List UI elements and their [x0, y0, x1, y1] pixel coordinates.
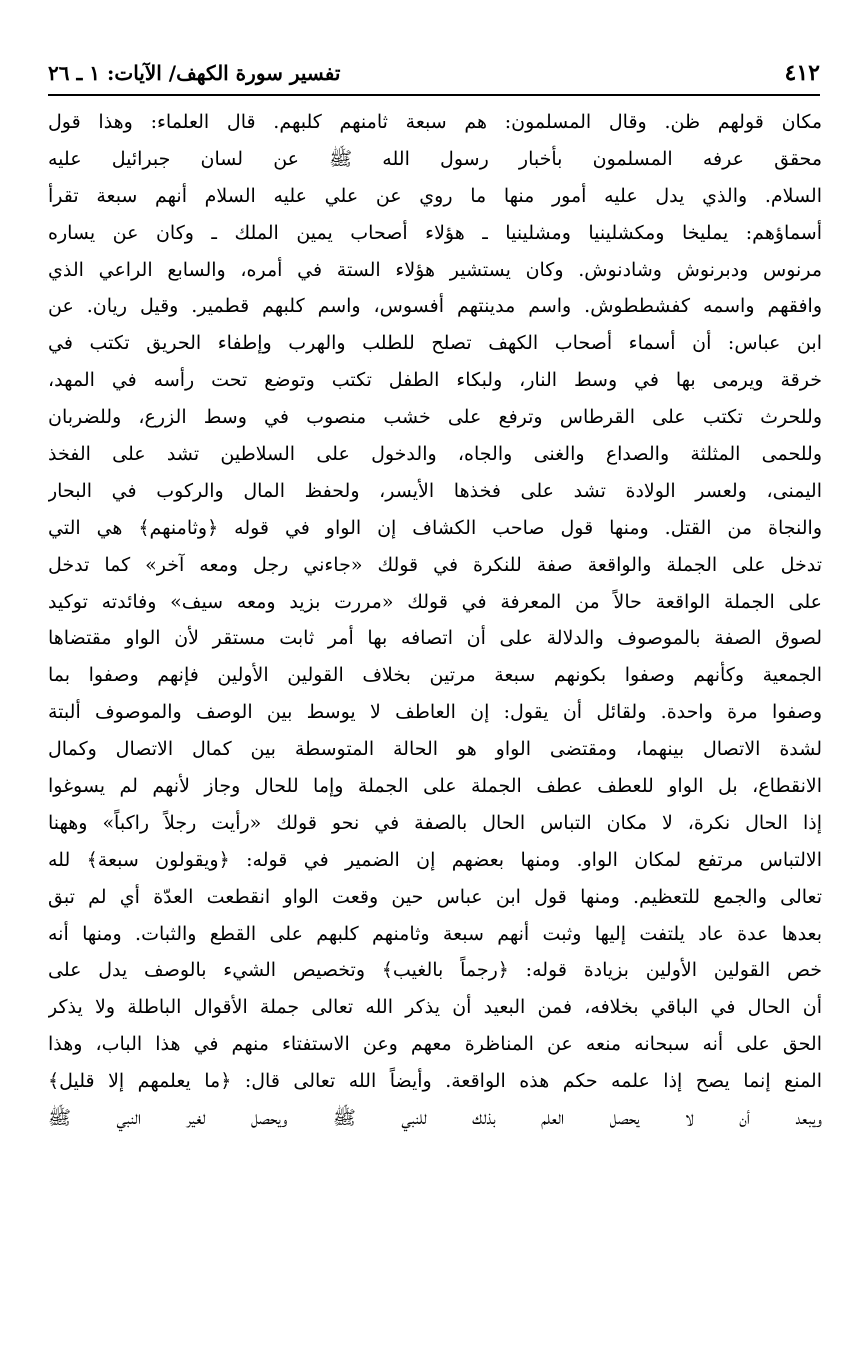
text-line: اليمنى، ولعسر الولادة تشد على فخذها الأيسر، ولحفظ المال والركوب في البحار: [48, 479, 822, 502]
text-line: الالتباس مرتفع لمكان الواو. ومنها بعضهم إن الضمير في قوله: ﴿ويقولون سبعة﴾ لله: [48, 848, 822, 871]
text-line: أسماؤهم: يمليخا ومكشلينيا ومشلينيا ـ هؤلاء أصحاب يمين الملك ـ وكان عن يساره: [48, 221, 822, 244]
page-number: ٤١٢: [784, 60, 820, 86]
text-line: والنجاة من القتل. ومنها قول صاحب الكشاف إن الواو في قوله ﴿وثامنهم﴾ هي التي: [48, 516, 822, 539]
text-line: على الجملة الواقعة حالاً من المعرفة في قولك «مررت بزيد ومعه سيف» وفائدته توكيد: [48, 590, 822, 613]
text-line: وصفوا مرة واحدة. ولقائل أن يقول: إن العاطف لا يوسط بين الوصف والموصوف ألبتة: [48, 701, 822, 724]
text-line: وللحرث تكتب على القرطاس وترفع على خشب منصوب في وسط الزرع، وللضربان: [48, 406, 822, 429]
text-line: مكان قولهم ظن. وقال المسلمون: هم سبعة ثامنهم كلبهم. قال العلماء: وهذا قول: [48, 111, 822, 133]
running-title: تفسير سورة الكهف/ الآيات: ١ ـ ٢٦: [48, 61, 341, 85]
text-line: مرنوس ودبرنوش وشادنوش. وكان يستشير هؤلاء الستة في أمره، والسابع الراعي الذي: [48, 258, 822, 281]
text-line: تعالى والجمع للتعظيم. ومنها قول ابن عباس حين وقعت الواو انقطعت العدّة أي لم تبق: [48, 885, 822, 908]
page-header: [48, 58, 820, 98]
body-text: [48, 104, 822, 1137]
text-line: خرقة ويرمى بها في وسط النار، ولبكاء الطفل تكتب وتوضع تحت رأسه في المهد،: [48, 369, 822, 392]
text-line: تدخل على الجملة والواقعة صفة للنكرة في قولك «جاءني رجل ومعه آخر» كما تدخل: [48, 553, 822, 576]
text-line: المنع إنما يصح إذا علمه حكم هذه الواقعة. وأيضاً الله تعالى قال: ﴿ما يعلمهم إلا قليل﴾: [48, 1070, 822, 1093]
text-line: ويبعد أن لا يحصل العلم بذلك للنبي ﷺ ويحصل لغير النبي ﷺ: [48, 1107, 822, 1130]
text-line: وافقهم واسمه كفشططوش. واسم مدينتهم أفسوس، واسم كلبهم قطمير. وقيل ريان. عن: [48, 295, 822, 318]
text-line: بعدها عدة عاد يلتفت إليها وثبت أنهم سبعة وثامنهم كلبهم على القطع والثبات. ومنها أنه: [48, 922, 822, 945]
header-rule: [48, 94, 820, 96]
text-line: أن الحال في الباقي بخلافه، فمن البعيد أن يذكر الله تعالى جملة الأقوال الباطلة ولا يذكر: [48, 996, 822, 1019]
text-line: وللحمى المثلثة والصداع والغنى والجاه، والدخول على السلاطين تشد على الفخذ: [48, 443, 822, 466]
text-line: لشدة الاتصال بينهما، ومقتضى الواو هو الحالة المتوسطة بين كمال الاتصال وكمال: [48, 738, 822, 761]
text-line: الانقطاع، بل الواو للعطف عطف الجملة على الجملة وإما للحال وجاز لأنهم لم يسوغوا: [48, 775, 822, 798]
text-line: الجمعية وكأنهم وصفوا بكونهم سبعة مرتين بخلاف القولين الأولين فإنهم وصفوا بما: [48, 664, 822, 687]
text-line: إذا الحال نكرة، لا مكان التباس الحال بالصفة في نحو قولك «رأيت رجلاً راكباً» وههنا: [48, 811, 822, 834]
text-line: ابن عباس: أن أسماء أصحاب الكهف تصلح للطلب والهرب وإطفاء الحريق تكتب في: [48, 332, 822, 355]
text-line: خص القولين الأولين بزيادة قوله: ﴿رجماً بالغيب﴾ وتخصيص الشيء بالوصف يدل على: [48, 959, 822, 982]
text-line: الحق على أنه سبحانه منعه عن المناظرة معهم وعن الاستفتاء منهم في هذا الباب، وهذا: [48, 1033, 822, 1056]
text-line: محقق عرفه المسلمون بأخبار رسول الله ﷺ عن لسان جبرائيل عليه: [48, 147, 822, 170]
text-line: السلام. والذي يدل عليه أمور منها ما روي عن علي عليه السلام أنهم سبعة تقرأ: [48, 184, 822, 207]
text-line: لصوق الصفة بالموصوف والدلالة على أن اتصافه بها أمر ثابت مستقر لأن الواو مقتضاها: [48, 627, 822, 650]
